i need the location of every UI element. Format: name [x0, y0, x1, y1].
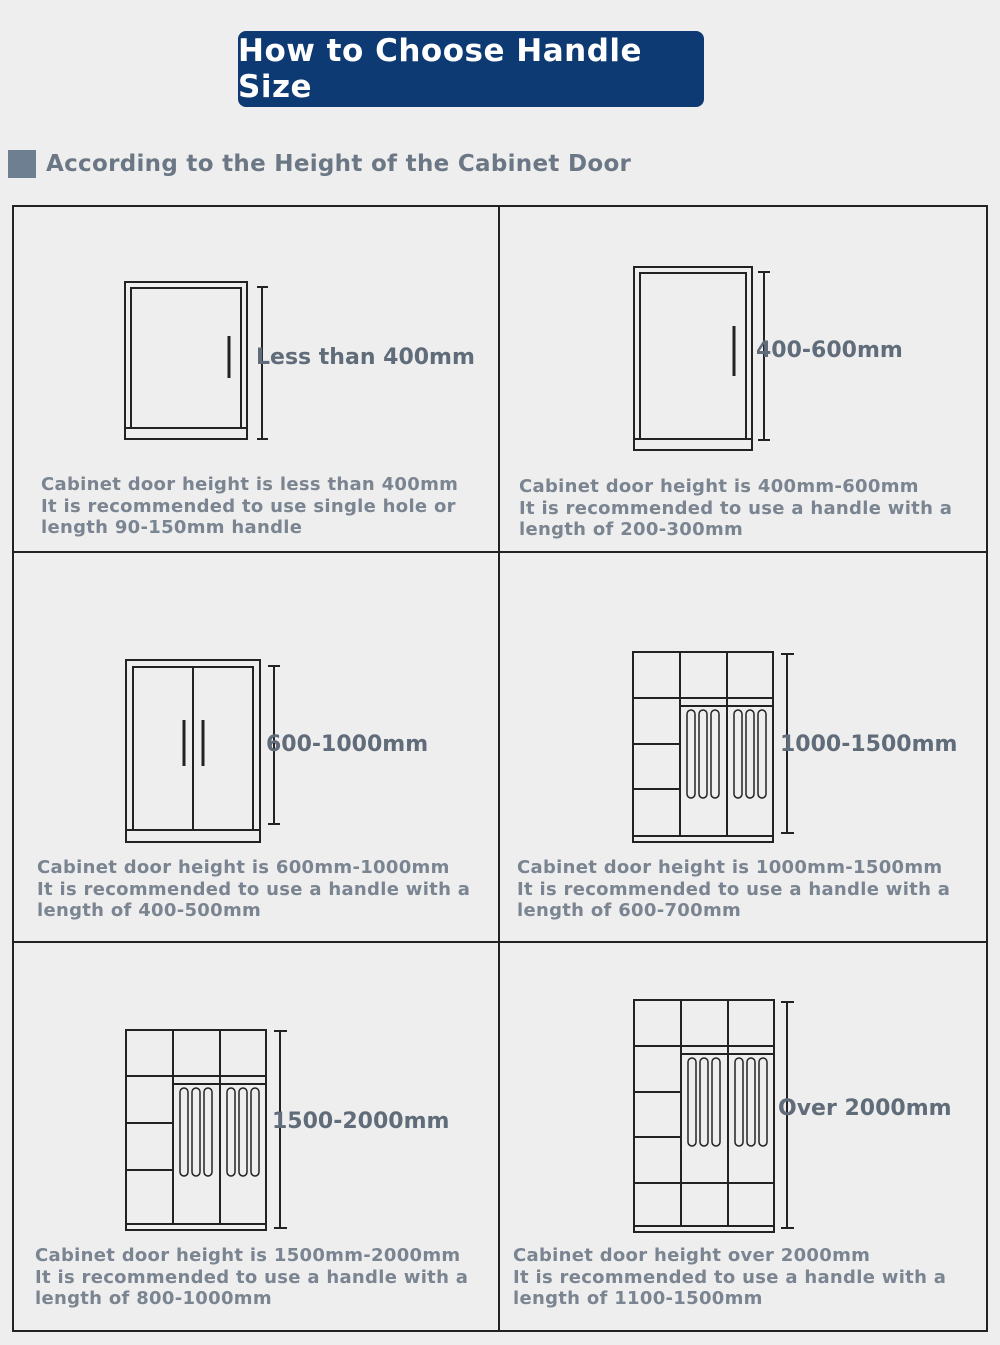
cell-caption — [513, 1245, 946, 1310]
dimension-label: 400-600mm — [756, 338, 903, 363]
wardrobe-tall-icon — [628, 996, 798, 1236]
caption-line: It is recommended to use a handle with a — [517, 878, 951, 900]
caption-line: It is recommended to use a handle with a — [513, 1266, 947, 1288]
caption-line: Cabinet door height is 1000mm-1500mm — [517, 857, 943, 878]
cell-caption — [519, 476, 952, 541]
dimension-label: 600-1000mm — [266, 732, 429, 757]
caption-line: length of 600-700mm — [517, 900, 742, 921]
caption-line: length of 1100-1500mm — [513, 1288, 763, 1309]
caption-line: Cabinet door height is 600mm-1000mm — [37, 857, 450, 878]
cell-caption — [41, 474, 458, 539]
cabinet-single-door-small-icon — [118, 278, 278, 448]
caption-line: Cabinet door height is less than 400mm — [41, 474, 459, 495]
caption-line: length of 400-500mm — [37, 900, 262, 921]
cell-caption — [37, 857, 470, 922]
cropped-next-section — [12, 1339, 272, 1345]
caption-line: length of 200-300mm — [519, 519, 744, 540]
section-heading-text: According to the Height of the Cabinet Door — [46, 151, 632, 177]
caption-line: It is recommended to use single hole or — [41, 495, 456, 517]
page-title: How to Choose Handle Size — [238, 31, 704, 107]
caption-line: It is recommended to use a handle with a — [519, 497, 953, 519]
caption-line: It is recommended to use a handle with a — [37, 878, 471, 900]
caption-line: It is recommended to use a handle with a — [35, 1266, 469, 1288]
section-heading — [8, 146, 631, 182]
dimension-label: 1000-1500mm — [780, 732, 958, 757]
dimension-label: 1500-2000mm — [272, 1109, 450, 1134]
caption-line: Cabinet door height is 1500mm-2000mm — [35, 1245, 461, 1266]
caption-line: length 90-150mm handle — [41, 517, 303, 538]
dimension-label: Less than 400mm — [256, 345, 475, 370]
section-marker-icon — [8, 150, 36, 178]
wardrobe-icon — [122, 1025, 292, 1235]
cell-caption — [35, 1245, 468, 1310]
wardrobe-icon — [628, 648, 798, 848]
caption-line: Cabinet door height is 400mm-600mm — [519, 476, 919, 497]
caption-line: length of 800-1000mm — [35, 1288, 272, 1309]
cabinet-double-door-icon — [122, 656, 287, 846]
dimension-label: Over 2000mm — [778, 1096, 952, 1121]
cell-caption — [517, 857, 950, 922]
caption-line: Cabinet door height over 2000mm — [513, 1245, 871, 1266]
